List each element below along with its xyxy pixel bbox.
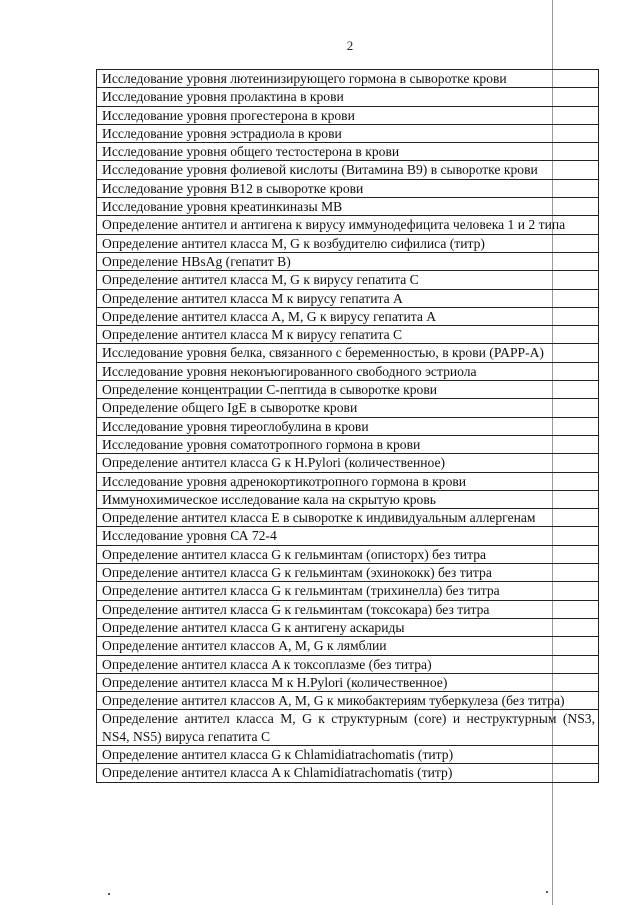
table-row: Исследование уровня пролактина в крови <box>97 88 598 106</box>
table-row: Исследование уровня лютеинизирующего гормона в сыворотке крови <box>97 70 598 88</box>
table-row: Исследование уровня фолиевой кислоты (Витамина В9) в сыворотке крови <box>97 161 598 179</box>
table-row: Исследование уровня общего тестостерона в крови <box>97 143 598 161</box>
table-row: Определение антител класса A к токсоплазме (без титра) <box>97 656 598 674</box>
table-row: Определение антител класса M к H.Pylori (количественное) <box>97 674 598 692</box>
table-row: Иммунохимическое исследование кала на скрытую кровь <box>97 491 598 509</box>
table-row: Определение HBsAg (гепатит В) <box>97 253 598 271</box>
services-table <box>96 69 599 783</box>
table-row: Определение антител класса A к Chlamidiatrachomatis (титр) <box>97 764 598 782</box>
table-row: Определение антител класса M к вирусу гепатита С <box>97 326 598 344</box>
table-row: Исследование уровня белка, связанного с беременностью, в крови (PAPP-A) <box>97 344 598 362</box>
table-row: Исследование уровня В12 в сыворотке крови <box>97 180 598 198</box>
table-row: Исследование уровня соматотропного гормона в крови <box>97 436 598 454</box>
table-row: Определение антител и антигена к вирусу иммунодефицита человека 1 и 2 типа <box>97 216 598 234</box>
table-row: Определение антител класса G к гельминтам (токсокара) без титра <box>97 601 598 619</box>
table-row: Определение антител класса M, G к вирусу гепатита С <box>97 271 598 289</box>
table-row: Исследование уровня эстрадиола в крови <box>97 125 598 143</box>
table-row: Исследование уровня адренокортикотропного гормона в крови <box>97 473 598 491</box>
table-row: Исследование уровня тиреоглобулина в крови <box>97 418 598 436</box>
table-row: Определение антител классов A, M, G к лямблии <box>97 637 598 655</box>
table-row: Определение антител классов А, M, G к микобактериям туберкулеза (без титра) <box>97 692 598 710</box>
table-row: Определение антител класса M, G к возбудителю сифилиса (титр) <box>97 235 598 253</box>
table-row: Исследование уровня неконъюгированного свободного эстриола <box>97 363 598 381</box>
table-row: Определение антител класса M к вирусу гепатита А <box>97 290 598 308</box>
scan-artifact-dot <box>108 893 110 895</box>
table-row: Исследование уровня СА 72-4 <box>97 527 598 545</box>
table-row: Определение антител класса Е в сыворотке к индивидуальным аллергенам <box>97 509 598 527</box>
scan-artifact-dot <box>546 891 548 893</box>
table-row: Определение антител класса M, G к структурным (core) и неструктурным (NS3, NS4, NS5) вируса гепатита С <box>97 710 598 746</box>
table-row: Определение антител класса G к H.Pylori (количественное) <box>97 454 598 472</box>
table-row: Определение общего IgE в сыворотке крови <box>97 399 598 417</box>
table-row: Определение антител класса A, M, G к вирусу гепатита А <box>97 308 598 326</box>
table-row: Определение антител класса G к Chlamidiatrachomatis (титр) <box>97 746 598 764</box>
table-row: Определение антител класса G к гельминтам (эхинококк) без титра <box>97 564 598 582</box>
table-row: Определение концентрации С-пептида в сыворотке крови <box>97 381 598 399</box>
page-number: 2 <box>346 38 354 53</box>
table-row: Исследование уровня прогестерона в крови <box>97 107 598 125</box>
table-row: Исследование уровня креатинкиназы MB <box>97 198 598 216</box>
table-row: Определение антител класса G к антигену аскариды <box>97 619 598 637</box>
table-row: Определение антител класса G к гельминтам (трихинелла) без титра <box>97 582 598 600</box>
table-row: Определение антител класса G к гельминтам (описторх) без титра <box>97 546 598 564</box>
